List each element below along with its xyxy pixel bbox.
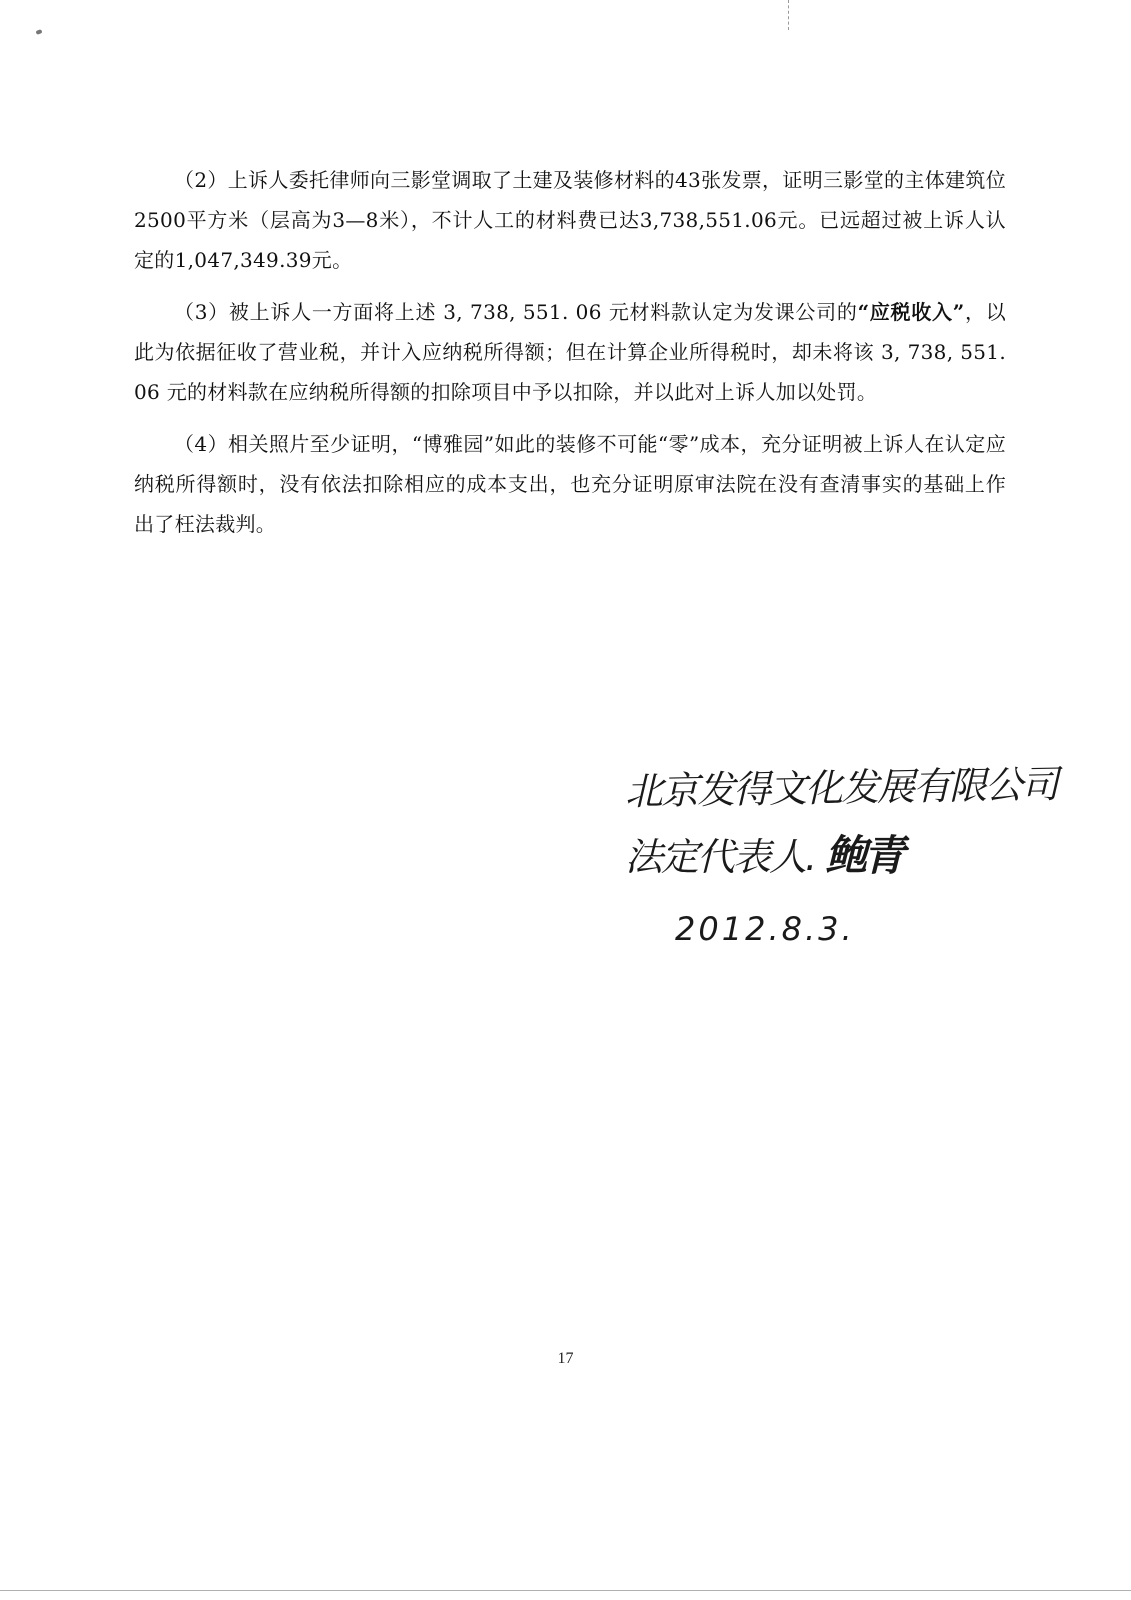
scan-artifact-line xyxy=(788,0,789,30)
document-body xyxy=(134,160,1006,556)
paragraph-3-emphasis: “应税收入” xyxy=(857,300,965,324)
signature-representative xyxy=(625,828,1045,885)
paragraph-2: （2）上诉人委托律师向三影堂调取了土建及装修材料的43张发票，证明三影堂的主体建筑位2500平方米（层高为3—8米），不计人工的材料费已达3,738,551.06元。已远超过被上诉人认定的1,047,349.39元。 xyxy=(134,168,1006,272)
signature-representative-label: 法定代表人. xyxy=(625,835,816,879)
paragraph-3-lead: （3）被上诉人一方面将上述 3, 738, 551. 06 元材料款认定为发课公司的 xyxy=(174,300,858,324)
signature-company: 北京发得文化发展有限公司 xyxy=(624,762,1058,814)
signature-representative-name: 鲍青 xyxy=(825,831,902,880)
handwritten-signature-block xyxy=(624,760,1058,951)
scan-artifact-mark xyxy=(35,29,42,35)
paragraph-4: （4）相关照片至少证明，“博雅园”如此的装修不可能“零”成本，充分证明被上诉人在认定应纳税所得额时，没有依法扣除相应的成本支出，也充分证明原审法院在没有查清事实的基础上作出了枉法裁判。 xyxy=(134,432,1006,536)
signature-date: 2012.8.3. xyxy=(675,910,855,948)
page-number: 17 xyxy=(557,1350,574,1367)
paragraph-3 xyxy=(134,292,1006,412)
scan-artifact-bottom-edge xyxy=(0,1590,1131,1591)
paragraph-3-rest: ，以此为依据征收了营业税，并计入应纳税所得额；但在计算企业所得税时，却未将该 3, 738, 551. 06 元的材料款在应纳税所得额的扣除项目中予以扣除，并以此对上诉人加以处罚。 xyxy=(134,300,1006,404)
